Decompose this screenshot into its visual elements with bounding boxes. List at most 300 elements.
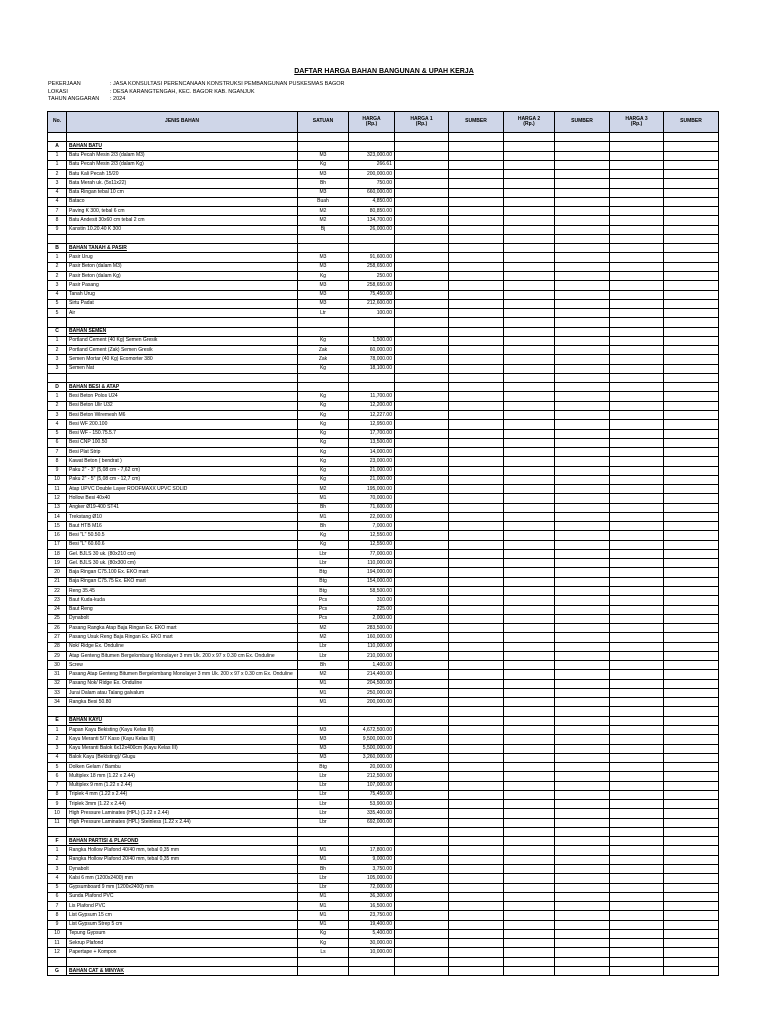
jenis-bahan-cell: Screw: [67, 661, 298, 670]
no-cell: 1: [48, 336, 67, 345]
jenis-bahan-cell: List Gypsum 15 cm: [67, 911, 298, 920]
sumber-2-cell: [555, 846, 610, 855]
harga-cell: 225.00: [349, 605, 395, 614]
no-cell: 7: [48, 902, 67, 911]
empty-cell: [664, 383, 719, 392]
sumber-1-cell: [449, 883, 504, 892]
satuan-cell: M2: [298, 207, 349, 216]
satuan-cell: M3: [298, 290, 349, 299]
satuan-cell: Kg: [298, 438, 349, 447]
empty-cell: [610, 957, 664, 966]
sumber-2-cell: [555, 688, 610, 697]
section-code: E: [48, 716, 67, 725]
empty-cell: [449, 716, 504, 725]
sumber-1-cell: [449, 466, 504, 475]
sumber-3-cell: [664, 448, 719, 457]
satuan-cell: Kg: [298, 457, 349, 466]
empty-cell: [395, 327, 449, 336]
sumber-2-cell: [555, 364, 610, 373]
jenis-bahan-cell: List Gypsum Strep 5 cm: [67, 920, 298, 929]
sumber-2-cell: [555, 753, 610, 762]
harga-3-cell: [610, 596, 664, 605]
table-row: [48, 605, 719, 614]
sumber-3-cell: [664, 262, 719, 271]
harga-3-cell: [610, 207, 664, 216]
sumber-2-cell: [555, 188, 610, 197]
sumber-2-cell: [555, 355, 610, 364]
sumber-2-cell: [555, 874, 610, 883]
harga-cell: 23,000.00: [349, 457, 395, 466]
sumber-1-cell: [449, 160, 504, 169]
sumber-1-cell: [449, 763, 504, 772]
harga-1-cell: [395, 271, 449, 280]
harga-2-cell: [504, 160, 555, 169]
sumber-1-cell: [449, 290, 504, 299]
harga-3-cell: [610, 577, 664, 586]
sumber-2-cell: [555, 346, 610, 355]
no-cell: 2: [48, 170, 67, 179]
empty-cell: [395, 234, 449, 243]
harga-cell: 78,000.00: [349, 355, 395, 364]
sumber-1-cell: [449, 355, 504, 364]
empty-cell: [67, 133, 298, 142]
sumber-2-cell: [555, 892, 610, 901]
sumber-3-cell: [664, 559, 719, 568]
harga-3-cell: [610, 790, 664, 799]
harga-cell: 14,000.00: [349, 448, 395, 457]
no-cell: 9: [48, 225, 67, 234]
harga-2-cell: [504, 216, 555, 225]
harga-2-cell: [504, 781, 555, 790]
no-cell: 5: [48, 309, 67, 318]
jenis-bahan-cell: Besi Plat Strip: [67, 448, 298, 457]
jenis-bahan-cell: Besi Beton Polos U24: [67, 392, 298, 401]
sumber-1-cell: [449, 262, 504, 271]
table-row: [48, 698, 719, 707]
sumber-1-cell: [449, 744, 504, 753]
sumber-1-cell: [449, 392, 504, 401]
empty-cell: [349, 327, 395, 336]
empty-cell: [555, 142, 610, 151]
harga-1-cell: [395, 531, 449, 540]
sumber-2-cell: [555, 262, 610, 271]
harga-3-cell: [610, 902, 664, 911]
harga-1-cell: [395, 698, 449, 707]
sumber-1-cell: [449, 605, 504, 614]
harga-2-cell: [504, 429, 555, 438]
section-row: [48, 327, 719, 336]
harga-cell: 160,000.00: [349, 633, 395, 642]
harga-cell: 12,200.00: [349, 401, 395, 410]
harga-cell: 11,700.00: [349, 392, 395, 401]
empty-cell: [349, 142, 395, 151]
harga-cell: 7,000.00: [349, 522, 395, 531]
harga-1-cell: [395, 299, 449, 308]
harga-3-cell: [610, 299, 664, 308]
harga-3-cell: [610, 874, 664, 883]
sumber-1-cell: [449, 790, 504, 799]
sumber-2-cell: [555, 512, 610, 521]
harga-1-cell: [395, 651, 449, 660]
no-cell: 33: [48, 688, 67, 697]
sumber-1-cell: [449, 170, 504, 179]
harga-cell: 71,600.00: [349, 503, 395, 512]
jenis-bahan-cell: Pasir Beton (dalam Kg): [67, 271, 298, 280]
sumber-3-cell: [664, 902, 719, 911]
empty-cell: [449, 837, 504, 846]
harga-2-cell: [504, 281, 555, 290]
satuan-cell: Lbr: [298, 772, 349, 781]
harga-3-cell: [610, 364, 664, 373]
jenis-bahan-cell: Dynabolt: [67, 614, 298, 623]
harga-1-cell: [395, 179, 449, 188]
harga-cell: 23,750.00: [349, 911, 395, 920]
header-harga-2: HARGA 2 (Rp.): [504, 112, 555, 133]
harga-1-cell: [395, 253, 449, 262]
section-name: BAHAN CAT & MINYAK: [67, 966, 298, 975]
harga-3-cell: [610, 948, 664, 957]
empty-cell: [610, 373, 664, 382]
harga-cell: 77,000.00: [349, 549, 395, 558]
table-row: [48, 661, 719, 670]
table-row: [48, 846, 719, 855]
no-cell: 8: [48, 457, 67, 466]
harga-3-cell: [610, 466, 664, 475]
table-row: [48, 577, 719, 586]
no-cell: 2: [48, 346, 67, 355]
harga-2-cell: [504, 179, 555, 188]
no-cell: 8: [48, 790, 67, 799]
harga-cell: 19,400.00: [349, 920, 395, 929]
table-row: [48, 364, 719, 373]
jenis-bahan-cell: Sunda Plafond PVC: [67, 892, 298, 901]
sumber-2-cell: [555, 438, 610, 447]
harga-2-cell: [504, 605, 555, 614]
sumber-1-cell: [449, 336, 504, 345]
empty-cell: [298, 837, 349, 846]
sumber-1-cell: [449, 670, 504, 679]
sumber-1-cell: [449, 549, 504, 558]
section-name: BAHAN TANAH & PASIR: [67, 244, 298, 253]
empty-cell: [664, 318, 719, 327]
sumber-3-cell: [664, 290, 719, 299]
no-cell: 10: [48, 809, 67, 818]
table-row: [48, 485, 719, 494]
empty-cell: [395, 716, 449, 725]
section-row: [48, 244, 719, 253]
table-header-row: [48, 112, 719, 133]
harga-cell: 30,000.00: [349, 939, 395, 948]
sumber-1-cell: [449, 438, 504, 447]
jenis-bahan-cell: Gypsumboard 9 mm (1200x2400) mm: [67, 883, 298, 892]
table-row: [48, 651, 719, 660]
empty-cell: [349, 234, 395, 243]
harga-cell: 258,650.00: [349, 281, 395, 290]
sumber-2-cell: [555, 271, 610, 280]
harga-1-cell: [395, 670, 449, 679]
harga-3-cell: [610, 410, 664, 419]
harga-1-cell: [395, 587, 449, 596]
sumber-1-cell: [449, 512, 504, 521]
harga-2-cell: [504, 485, 555, 494]
sumber-2-cell: [555, 929, 610, 938]
harga-2-cell: [504, 559, 555, 568]
harga-2-cell: [504, 410, 555, 419]
harga-3-cell: [610, 503, 664, 512]
table-row: [48, 642, 719, 651]
sumber-3-cell: [664, 661, 719, 670]
empty-cell: [555, 383, 610, 392]
harga-cell: 5,500,000.00: [349, 744, 395, 753]
meta-label: PEKERJAAN: [48, 81, 81, 87]
jenis-bahan-cell: Portland Cement (40 Kg) Semen Gresik: [67, 336, 298, 345]
harga-1-cell: [395, 679, 449, 688]
jenis-bahan-cell: Semen Mortar (40 Kg) Ecomorter 380: [67, 355, 298, 364]
satuan-cell: Kg: [298, 531, 349, 540]
satuan-cell: M1: [298, 512, 349, 521]
harga-3-cell: [610, 772, 664, 781]
satuan-cell: Kg: [298, 929, 349, 938]
empty-cell: [610, 327, 664, 336]
no-cell: 24: [48, 605, 67, 614]
empty-cell: [298, 827, 349, 836]
satuan-cell: M2: [298, 633, 349, 642]
satuan-cell: Buah: [298, 197, 349, 206]
jenis-bahan-cell: Batu Kali Pecah 15/20: [67, 170, 298, 179]
sumber-3-cell: [664, 698, 719, 707]
sumber-3-cell: [664, 809, 719, 818]
sumber-1-cell: [449, 633, 504, 642]
header-no: No.: [48, 112, 67, 133]
empty-cell: [395, 957, 449, 966]
satuan-cell: Zak: [298, 346, 349, 355]
harga-3-cell: [610, 800, 664, 809]
sumber-3-cell: [664, 466, 719, 475]
harga-2-cell: [504, 790, 555, 799]
sumber-1-cell: [449, 364, 504, 373]
sumber-2-cell: [555, 726, 610, 735]
sumber-3-cell: [664, 355, 719, 364]
satuan-cell: M3: [298, 188, 349, 197]
jenis-bahan-cell: Papertape + Kompon: [67, 948, 298, 957]
no-cell: 5: [48, 763, 67, 772]
harga-2-cell: [504, 522, 555, 531]
harga-1-cell: [395, 522, 449, 531]
satuan-cell: M2: [298, 216, 349, 225]
harga-2-cell: [504, 568, 555, 577]
harga-1-cell: [395, 160, 449, 169]
harga-2-cell: [504, 355, 555, 364]
sumber-3-cell: [664, 929, 719, 938]
satuan-cell: M1: [298, 855, 349, 864]
sumber-2-cell: [555, 614, 610, 623]
satuan-cell: Kg: [298, 429, 349, 438]
harga-3-cell: [610, 355, 664, 364]
harga-1-cell: [395, 438, 449, 447]
empty-cell: [664, 966, 719, 975]
jenis-bahan-cell: Kayu Meranti 5/7 Kaso (Kayu Kelas III): [67, 735, 298, 744]
table-body: [48, 133, 719, 976]
jenis-bahan-cell: Besi WF 200.100: [67, 420, 298, 429]
harga-3-cell: [610, 651, 664, 660]
no-cell: 9: [48, 920, 67, 929]
satuan-cell: M1: [298, 494, 349, 503]
harga-1-cell: [395, 448, 449, 457]
jenis-bahan-cell: Pasang Nok/ Ridge Ex. Onduline: [67, 679, 298, 688]
harga-2-cell: [504, 336, 555, 345]
harga-cell: 18,100.00: [349, 364, 395, 373]
jenis-bahan-cell: Triplek 4 mm (1.22 x 2.44): [67, 790, 298, 799]
no-cell: 16: [48, 531, 67, 540]
table-row: [48, 475, 719, 484]
document-title: DAFTAR HARGA BAHAN BANGUNAN & UPAH KERJA: [294, 68, 474, 75]
harga-cell: 1,500.00: [349, 336, 395, 345]
empty-cell: [555, 966, 610, 975]
no-cell: 1: [48, 160, 67, 169]
harga-2-cell: [504, 679, 555, 688]
harga-3-cell: [610, 614, 664, 623]
harga-1-cell: [395, 290, 449, 299]
harga-1-cell: [395, 883, 449, 892]
header-sumber-3: SUMBER: [664, 112, 719, 133]
sumber-1-cell: [449, 216, 504, 225]
harga-2-cell: [504, 401, 555, 410]
satuan-cell: Bh: [298, 661, 349, 670]
table-row: [48, 420, 719, 429]
spacer-row: [48, 957, 719, 966]
harga-cell: 692,000.00: [349, 818, 395, 827]
empty-cell: [395, 318, 449, 327]
satuan-cell: Kg: [298, 448, 349, 457]
empty-cell: [610, 707, 664, 716]
harga-3-cell: [610, 457, 664, 466]
empty-cell: [449, 142, 504, 151]
empty-cell: [449, 244, 504, 253]
empty-cell: [504, 716, 555, 725]
harga-2-cell: [504, 549, 555, 558]
sumber-3-cell: [664, 225, 719, 234]
sumber-1-cell: [449, 911, 504, 920]
table-row: [48, 207, 719, 216]
harga-2-cell: [504, 392, 555, 401]
sumber-3-cell: [664, 522, 719, 531]
harga-2-cell: [504, 290, 555, 299]
harga-3-cell: [610, 448, 664, 457]
sumber-1-cell: [449, 800, 504, 809]
harga-1-cell: [395, 688, 449, 697]
empty-cell: [449, 383, 504, 392]
harga-3-cell: [610, 679, 664, 688]
sumber-1-cell: [449, 207, 504, 216]
section-code: G: [48, 966, 67, 975]
satuan-cell: Kg: [298, 420, 349, 429]
harga-3-cell: [610, 281, 664, 290]
empty-cell: [610, 234, 664, 243]
sumber-2-cell: [555, 401, 610, 410]
jenis-bahan-cell: Kanstin 10.20.40 K 300: [67, 225, 298, 234]
harga-2-cell: [504, 531, 555, 540]
empty-cell: [67, 957, 298, 966]
empty-cell: [349, 966, 395, 975]
satuan-cell: Btg: [298, 568, 349, 577]
sumber-3-cell: [664, 892, 719, 901]
satuan-cell: Ls: [298, 948, 349, 957]
table-row: [48, 299, 719, 308]
harga-cell: 12,550.00: [349, 531, 395, 540]
harga-1-cell: [395, 642, 449, 651]
harga-1-cell: [395, 911, 449, 920]
jenis-bahan-cell: Dolken Gelam / Bambu: [67, 763, 298, 772]
harga-cell: 91,600.00: [349, 253, 395, 262]
jenis-bahan-cell: Dynabolt: [67, 864, 298, 873]
table-row: [48, 401, 719, 410]
sumber-2-cell: [555, 160, 610, 169]
satuan-cell: M2: [298, 624, 349, 633]
sumber-2-cell: [555, 420, 610, 429]
sumber-3-cell: [664, 642, 719, 651]
empty-cell: [664, 957, 719, 966]
harga-1-cell: [395, 225, 449, 234]
section-name: BAHAN SEMEN: [67, 327, 298, 336]
harga-2-cell: [504, 753, 555, 762]
harga-cell: 3,260,000.00: [349, 753, 395, 762]
empty-cell: [555, 234, 610, 243]
empty-cell: [349, 957, 395, 966]
jenis-bahan-cell: Baja Ringan C75.75 Ex. EKO mart: [67, 577, 298, 586]
empty-cell: [555, 707, 610, 716]
satuan-cell: M3: [298, 262, 349, 271]
harga-1-cell: [395, 577, 449, 586]
sumber-3-cell: [664, 818, 719, 827]
jenis-bahan-cell: Pasang Usuk Reng Baja Ringan Ex. EKO mart: [67, 633, 298, 642]
sumber-3-cell: [664, 735, 719, 744]
empty-cell: [67, 373, 298, 382]
table-row: [48, 744, 719, 753]
empty-cell: [610, 142, 664, 151]
empty-cell: [48, 957, 67, 966]
satuan-cell: Lbr: [298, 781, 349, 790]
sumber-2-cell: [555, 948, 610, 957]
jenis-bahan-cell: Bata Merah uk. (5x11x22): [67, 179, 298, 188]
sumber-3-cell: [664, 651, 719, 660]
harga-cell: 4,850.00: [349, 197, 395, 206]
harga-2-cell: [504, 271, 555, 280]
meta-label: TAHUN ANGGARAN: [48, 96, 100, 102]
satuan-cell: M2: [298, 670, 349, 679]
harga-1-cell: [395, 633, 449, 642]
table-row: [48, 151, 719, 160]
harga-2-cell: [504, 726, 555, 735]
jenis-bahan-cell: Besi WF - 150.75.5.7: [67, 429, 298, 438]
satuan-cell: Bh: [298, 179, 349, 188]
empty-cell: [555, 716, 610, 725]
harga-cell: 195,000.00: [349, 485, 395, 494]
sumber-3-cell: [664, 207, 719, 216]
harga-cell: 10,000.00: [349, 948, 395, 957]
no-cell: 15: [48, 522, 67, 531]
jenis-bahan-cell: Lis Plafond PVC: [67, 902, 298, 911]
sumber-3-cell: [664, 392, 719, 401]
satuan-cell: Bh: [298, 503, 349, 512]
jenis-bahan-cell: Kawat Beton ( bendrat ): [67, 457, 298, 466]
harga-2-cell: [504, 642, 555, 651]
sumber-3-cell: [664, 549, 719, 558]
harga-2-cell: [504, 151, 555, 160]
empty-cell: [349, 716, 395, 725]
harga-1-cell: [395, 549, 449, 558]
empty-cell: [349, 244, 395, 253]
harga-2-cell: [504, 929, 555, 938]
